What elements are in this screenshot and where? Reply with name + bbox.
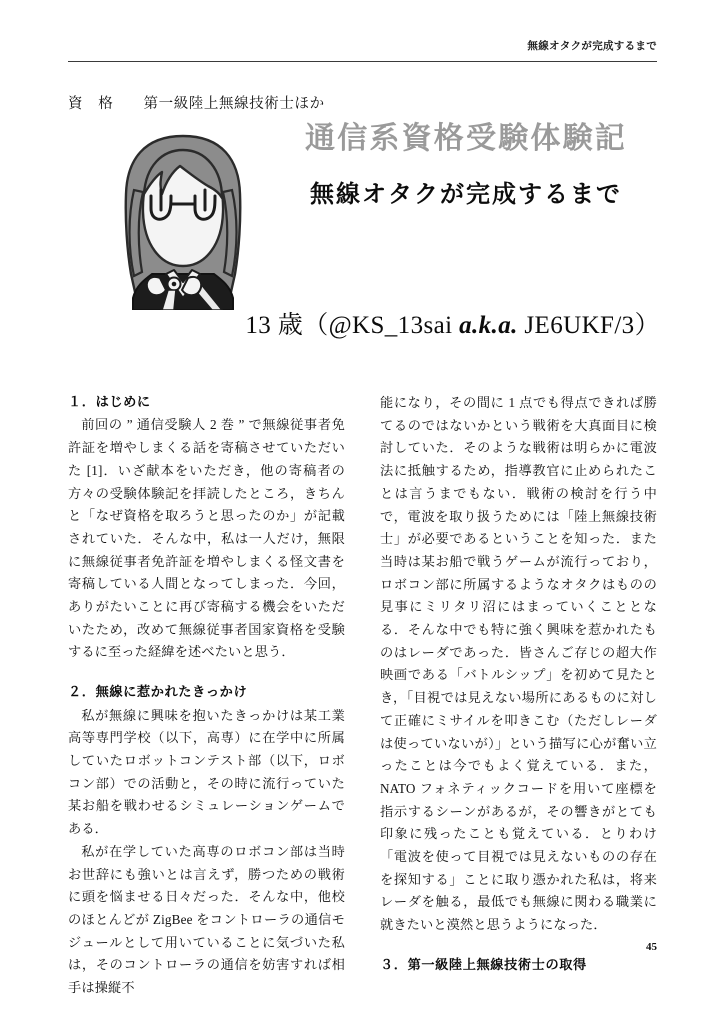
paragraph-motivation-continued: 能になり，その間に 1 点でも得点できれば勝てるのではないかという戦術を大真面目に検討していた．そのような戦術は明らかに電波法に抵触するため，指導教官に止められたことは言うまでもない．戦術の検討を行う中で，電波を取り扱うためには「陸上無線技術士」が必要であるということを知った．また当時は某お船で戦うゲームが流行っており，ロボコン部に所属するようなオタクはものの見事にミリタリ沼にはまっていくこととなる．そんな中でも特に強く興味を惹かれたものはレーダであった．皆さんご存じの超大作映画である「バトルシップ」を初めて見たとき，「目視では見えない場所にあるものに対して正確にミサイルを叩きこむ（ただしレーダは使っていないが）」という描写に心が奮い立ったことは今でもよく覚えている．また，NATO フォネティックコードを用いて座標を指示するシーンがあるが，その響きがとても印象に残ったことも覚えている．とりわけ「電波を使って目視では見えないものの存在を探知する」ことに取り憑かれた私は，将来レーダを触る，最低でも無線に関わる職業に就きたいと漠然と思うようになった．: [380, 395, 657, 933]
author-byline: [120, 305, 660, 341]
byline-age: 13 歳: [245, 312, 304, 339]
byline-handle: @KS_13sai: [328, 312, 453, 339]
section-heading-3: ３．第一級陸上無線技術士の取得: [380, 956, 587, 972]
author-avatar: [104, 132, 262, 310]
column-right: [380, 392, 657, 977]
paragraph-motivation-1: 私が無線に興味を抱いたきっかけは某工業高等専門学校（以下，高専）に在学中に所属していたロボットコンテスト部（以下，ロボコン部）での活動と，その時に流行っていた某お船を戦わせるシミュレーションゲームである．: [68, 707, 345, 837]
paragraph-intro: 前回の ” 通信受験人 2 巻 ” で無線従事者免許証を増やしまくる話を寄稿させていただいた [1]．いざ献本をいただき，他の寄稿者の方々の受験体験記を拝読したところ，きちんと「なぜ資格を取ろうと思ったのか」が記載されていた．そんな中，私は一人だけ，無限に無線従事者免許証を増やしまくる怪文書を寄稿している人間となってしまった．今回，ありがたいことに再び寄稿する機会をいただいたため，改めて無線従事者国家資格を受験するに至った経緯を述べたいと思う．: [68, 417, 345, 660]
section-heading-1: １．はじめに: [68, 394, 151, 409]
article-title: 無線オタクが完成するまで: [310, 182, 622, 208]
category-line: 資 格 第一級陸上無線技術士ほか: [68, 96, 325, 112]
byline-close-paren: ）: [634, 312, 660, 339]
header-rule: [68, 61, 657, 62]
column-left: [68, 392, 345, 1000]
byline-callsign: JE6UKF/3: [524, 312, 635, 339]
running-head: 無線オタクが完成するまで: [527, 41, 657, 52]
paragraph-motivation-2: 私が在学していた高専のロボコン部は当時お世辞にも強いとは言えず，勝つための戦術に頭を悩ませる日々だった．そんな中，他校のほとんどが ZigBee をコントローラの通信モジュールとして用いていることに気づいた私は，そのコントローラの通信を妨害すれば相手は操縦不: [68, 843, 345, 996]
byline-open-paren: （: [303, 312, 329, 339]
section-heading-2: ２．無線に惹かれたきっかけ: [68, 684, 248, 700]
title-block: [270, 122, 662, 208]
page-number: 45: [646, 941, 657, 953]
series-title: 通信系資格受験体験記: [305, 122, 627, 155]
byline-aka: a.k.a.: [459, 312, 518, 339]
